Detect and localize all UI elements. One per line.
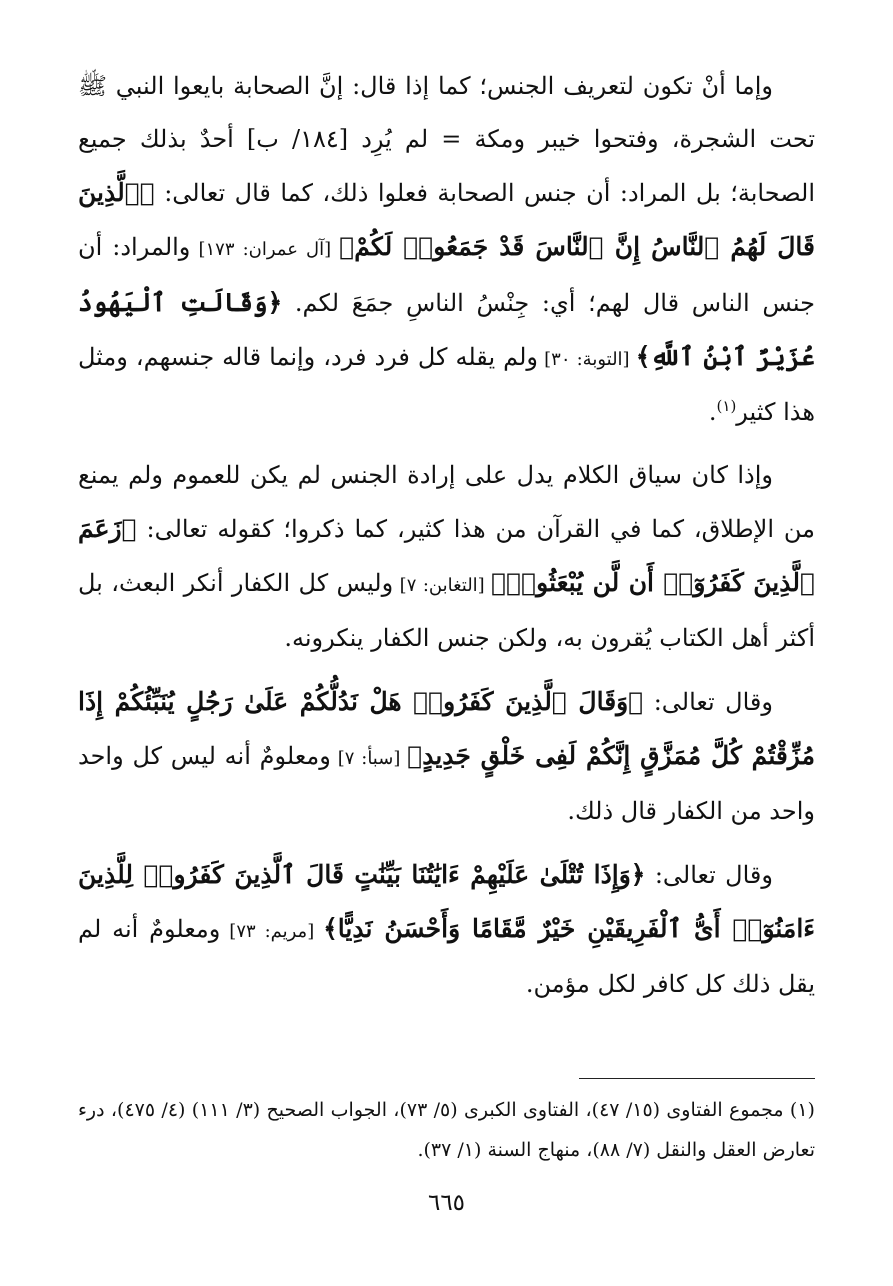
page-number: ٦٦٥ [427,1190,466,1216]
verse-reference: [سبأ: ٧] [330,748,408,769]
quran-verse: ﴿زَعَمَ ٱلَّذِينَ كَفَرُوٓا۟ أَن لَّن يُبْعَثُوا۟﴾ [78,514,816,597]
footnote-marker[interactable]: (١) [716,397,737,415]
paragraph [78,848,815,1011]
paragraph-text: وإذا كان سياق الكلام يدل على إرادة الجنس لم يكن للعموم ولم يمنع من الإطلاق، كما في القرآن من هذا كثير، كما ذكروا؛ كقوله تعالى: [78,461,815,543]
verse-reference: [آل عمران: ١٧٣] [190,239,340,260]
paragraph-text: وقال تعالى: [645,861,773,889]
paragraph-text: وقال تعالى: [643,688,773,716]
verse-reference: [التغابن: ٧] [393,575,492,596]
paragraph-text: وليس كل الكفار أنكر البعث، بل أكثر أهل الكتاب يُقرون به، ولكن جنس الكفار ينكرونه. [78,569,815,652]
quran-verse: ﴿وَقَالَتِ ٱلْيَهُودُ عُزَيْرٌ ٱبْنُ ٱللَّهِ﴾ [78,288,816,371]
footnotes [78,1090,815,1170]
footnote-divider [579,1078,815,1079]
paragraph-text: ولم يقله كل فرد فرد، وإنما قاله جنسهم، ومثل هذا كثير [78,343,815,426]
paragraph-text: ومعلومٌ أنه ليس كل واحد واحد من الكفار قال ذلك. [78,742,815,825]
verse-reference: [مريم: ٧٣] [220,921,324,942]
paragraph-text: . [708,398,717,426]
quran-verse: ﴿وَإِذَا تُتْلَىٰ عَلَيْهِمْ ءَايَٰتُنَا بَيِّنَٰتٍ قَالَ ٱلَّذِينَ كَفَرُوا۟ لِلَّذِينَ ءَامَنُوٓا۟ أَىُّ ٱلْفَرِيقَيْنِ خَيْرٌ مَّقَامًا وَأَحْسَنُ نَدِيًّا﴾ [78,860,816,943]
paragraph [78,60,815,439]
paragraph [78,449,815,665]
paragraph [78,675,815,838]
main-text [78,60,815,1011]
quran-verse: ﴿وَقَالَ ٱلَّذِينَ كَفَرُوا۟ هَلْ نَدُلُّكُمْ عَلَىٰ رَجُلٍ يُنَبِّئُكُمْ إِذَا مُزِّقْتُمْ كُلَّ مُمَزَّقٍ إِنَّكُمْ لَفِى خَلْقٍ جَدِيدٍ﴾ [78,687,815,770]
verse-reference: [التوبة: ٣٠] [538,349,636,370]
paragraph-text: ومعلومٌ أنه لم يقل ذلك كل كافر لكل مؤمن. [78,915,815,998]
paragraph-text: والمراد: أن جنس الناس قال لهم؛ أي: جِنْسُ الناسِ جمَعَ لكم. [78,233,815,317]
footnote: (١) مجموع الفتاوى (١٥/ ٤٧)، الفتاوى الكبرى (٥/ ٧٣)، الجواب الصحيح (٣/ ١١١) (٤/ ٤٧٥)، درء تعارض العقل والنقل (٧/ ٨٨)، منهاج السنة (١/ ٣٧). [78,1099,815,1161]
paragraph-text: وإما أنْ تكون لتعريف الجنس؛ كما إذا قال: إنَّ الصحابة بايعوا النبي ﷺ تحت الشجرة، وفتحوا خيبر ومكة = لم يُرِد [١٨٤/ ب] أحدٌ بذلك جميع الصحابة؛ بل المراد: أن جنس الصحابة فعلوا ذلك، كما قال تعالى: [78,72,816,207]
quran-verse: ﴿ٱلَّذِينَ قَالَ لَهُمُ ٱلنَّاسُ إِنَّ ٱلنَّاسَ قَدْ جَمَعُوا۟ لَكُمْ﴾ [78,178,815,261]
